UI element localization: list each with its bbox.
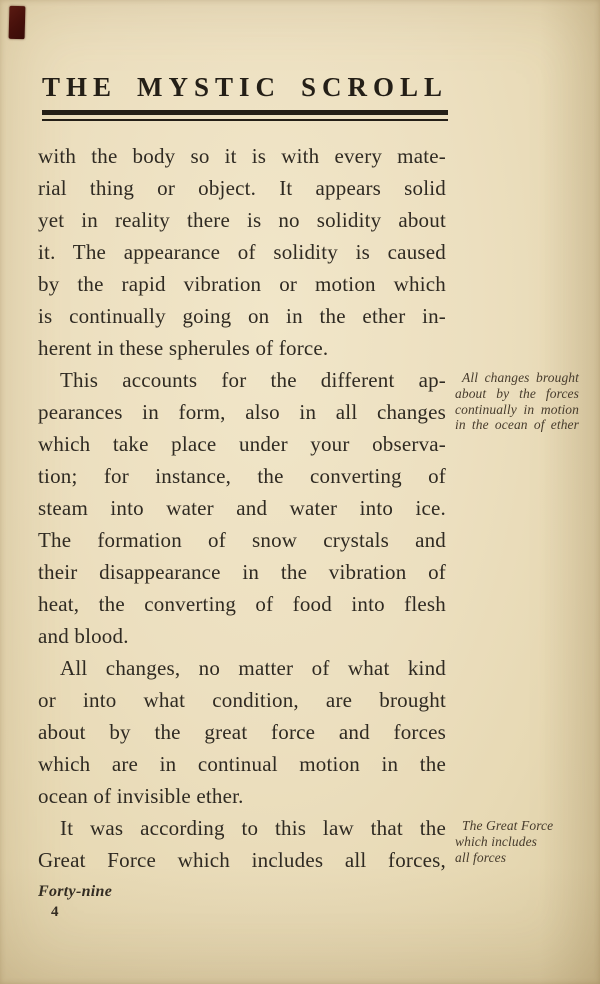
body-text bbox=[38, 140, 446, 876]
text-line: All changes, no matter of what kind bbox=[60, 656, 446, 680]
paragraph bbox=[38, 364, 446, 652]
margin-note-line: in the ocean of ether bbox=[455, 417, 579, 433]
paragraph bbox=[38, 652, 446, 812]
paragraph bbox=[38, 140, 446, 364]
scan-artifact-corner-mark bbox=[9, 6, 26, 39]
text-line: about by the great force and forces bbox=[38, 720, 446, 744]
text-line: with the body so it is with every mate- bbox=[38, 144, 446, 168]
title-word-scroll: SCROLL bbox=[300, 72, 448, 102]
text-line: or into what condition, are brought bbox=[38, 688, 446, 712]
margin-note-great-force bbox=[455, 818, 579, 865]
title-double-rule bbox=[42, 110, 448, 121]
text-line: their disappearance in the vibration of bbox=[38, 560, 446, 584]
text-line: herent in these spherules of force. bbox=[38, 336, 329, 360]
margin-note-line: All changes brought bbox=[462, 370, 579, 385]
text-line: It was according to this law that the bbox=[60, 816, 446, 840]
title-word-mystic: MYSTIC bbox=[136, 72, 281, 102]
margin-note-line: The Great Force bbox=[462, 818, 554, 833]
page-title bbox=[42, 72, 448, 103]
text-line: by the rapid vibration or motion which bbox=[38, 272, 446, 296]
margin-note-line: all forces bbox=[455, 849, 507, 865]
text-line: is continually going on in the ether in- bbox=[38, 304, 446, 328]
text-line: which are in continual motion in the bbox=[38, 752, 446, 776]
folio-label: Forty-nine bbox=[38, 883, 113, 900]
text-line: The formation of snow crystals and bbox=[38, 528, 446, 552]
text-line: it. The appearance of solidity is caused bbox=[38, 240, 446, 264]
margin-note-line: which includes bbox=[455, 833, 538, 849]
text-line: ocean of invisible ether. bbox=[38, 784, 244, 808]
text-line: and blood. bbox=[38, 624, 129, 648]
title-word-the: THE bbox=[42, 72, 118, 102]
text-line: yet in reality there is no solidity about bbox=[38, 208, 446, 232]
margin-note-line: about by the forces bbox=[455, 385, 579, 401]
page-header bbox=[42, 72, 448, 121]
margin-note-line: continually in motion bbox=[455, 401, 579, 417]
text-line: This accounts for the different ap- bbox=[60, 368, 446, 392]
margin-note-all-changes bbox=[455, 370, 579, 433]
text-line: rial thing or object. It appears solid bbox=[38, 176, 446, 200]
text-line: heat, the converting of food into flesh bbox=[38, 592, 446, 616]
signature-mark: 4 bbox=[51, 904, 59, 920]
text-line: Great Force which includes all forces, bbox=[38, 848, 446, 872]
text-line: steam into water and water into ice. bbox=[38, 496, 446, 520]
text-line: tion; for instance, the converting of bbox=[38, 464, 446, 488]
page-footer bbox=[38, 883, 112, 921]
text-line: pearances in form, also in all changes bbox=[38, 400, 446, 424]
text-line: which take place under your observa- bbox=[38, 432, 446, 456]
paragraph bbox=[38, 812, 446, 876]
